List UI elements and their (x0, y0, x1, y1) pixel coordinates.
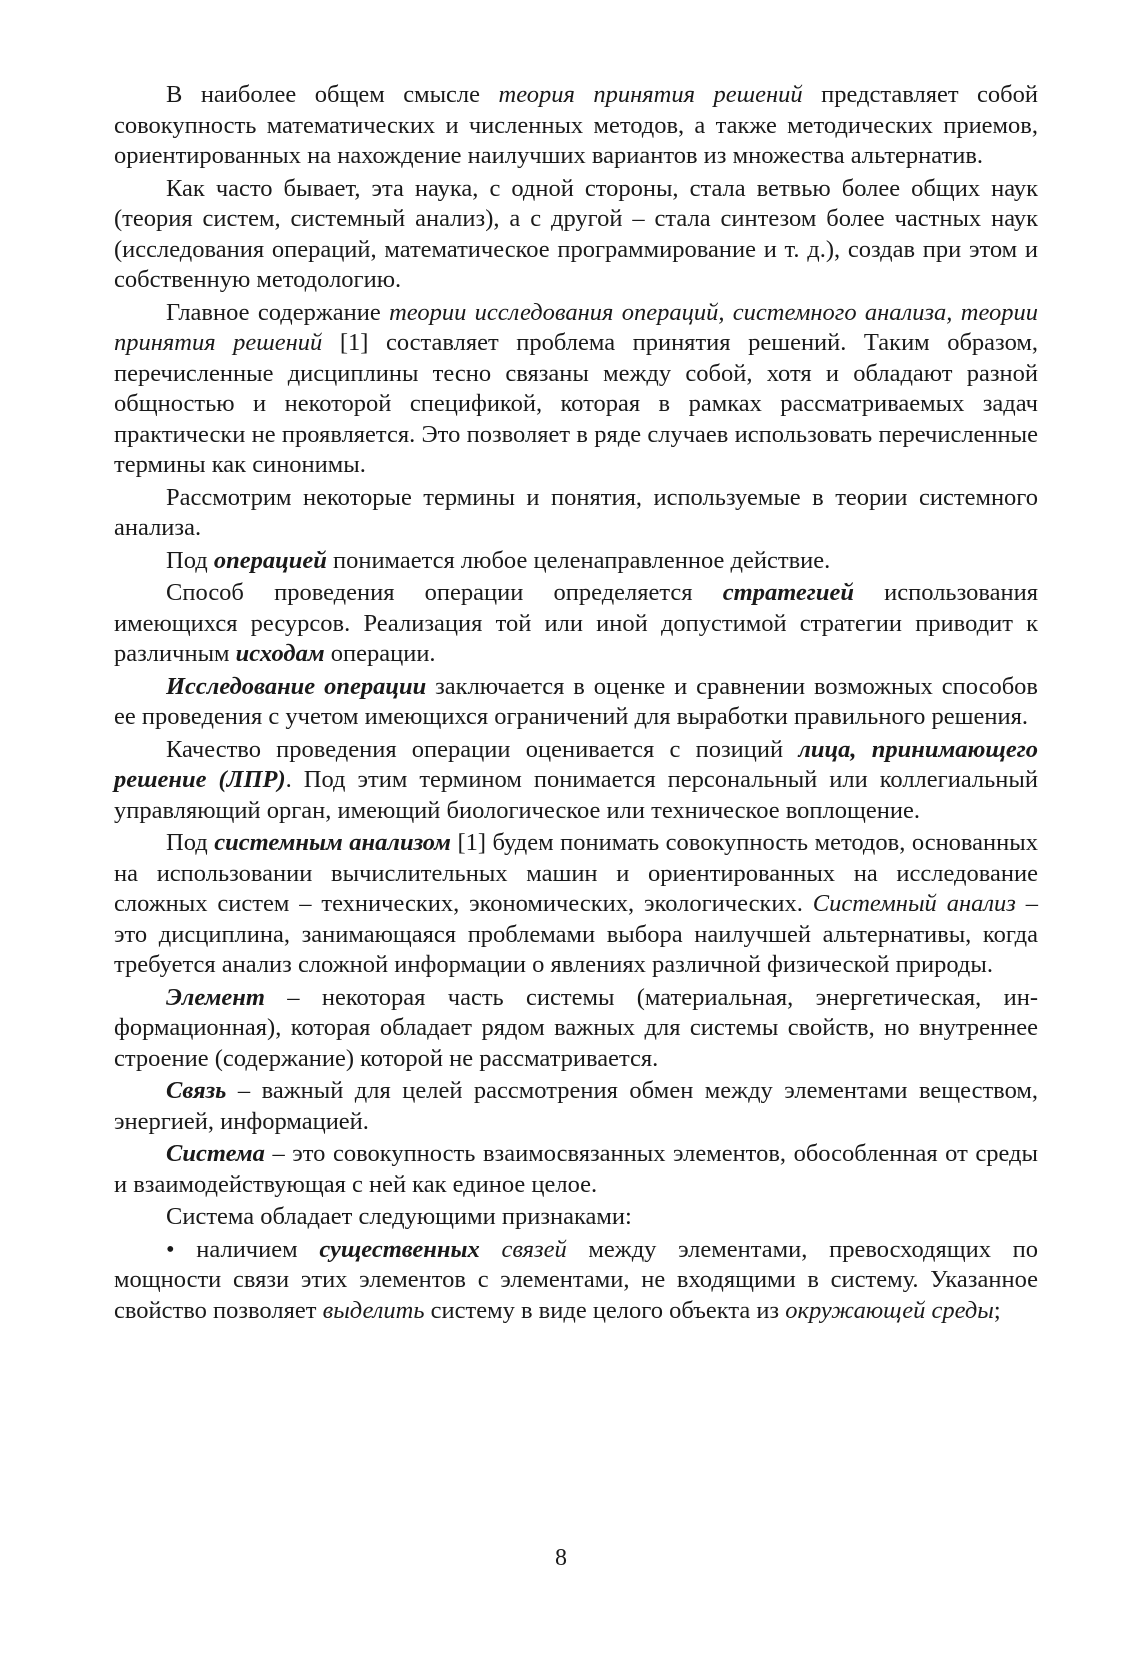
term-operations-research: Исследование операции (166, 672, 427, 700)
term-decision-maker: лица, принимающего решение (ЛПР) (114, 735, 1038, 793)
term-decision-theory: теория принятия решений (498, 81, 803, 108)
paragraph: Система обладает следующими признаками: (166, 1203, 632, 1230)
term-system-analysis: системным анализом (214, 829, 451, 856)
paragraph: Главное содержание теории исследования операций, системного анализа, теории принятия решений [1] составляет проблема принятия решений. Таким образом, перечисленные дисциплины тесно связаны между собой, хотя и обладают разной общностью и некоторой спецификой, которая в рамках рассматриваемых задач практически не проявляется. Это позволяет в ряде случаев использовать перечисленные термины как синонимы. (114, 298, 1038, 478)
term-links: связей (501, 1235, 567, 1263)
paragraph: Под операцией понимается любое целенаправленное действие. (166, 546, 831, 574)
term-essential: существенных (319, 1235, 480, 1263)
term-operation: операцией (213, 546, 327, 574)
term-element: Элемент (166, 983, 265, 1011)
term-environment: окружающей среды (785, 1296, 994, 1324)
paragraph: Способ проведения операции определяется стратегией использования имеющихся ресурсов. Реализация той или иной допустимой стратегии приводит к различным исходам операции. (114, 579, 1038, 667)
bullet-item: • наличием существенных связей между элементами, превосходящих по мощности связи этих элементов с элементами, не входящими в систему. Указанное свойство позволяет выделить систему в виде целого объекта из окружающей среды; (114, 1235, 1038, 1324)
term-system: Система (166, 1140, 265, 1167)
paragraph: Как часто бывает, эта наука, с одной стороны, стала ветвью более общих наук (теория систем, системный анализ), а с другой – стала синтезом более частных наук (исследования операций, математическое программирование и т. д.), создав при этом и собственную методологию. (114, 174, 1038, 293)
paragraph: Качество проведения операции оценивается с позиций лица, принимающего решение (ЛПР). Под этим термином понимается персональный или коллегиальный управляющий орган, имеющий биологическое или техническое воплощение. (114, 735, 1038, 824)
page-text (114, 80, 1038, 1640)
term-system-analysis-italic: Системный анализ (812, 890, 1016, 917)
paragraph: Исследование операции заключается в оценке и сравнении возможных способов ее проведения с учетом имеющихся ограничений для выработки правильного решения. (114, 672, 1039, 730)
term-link: Связь (166, 1077, 227, 1104)
term-outcomes: исходам (235, 640, 325, 667)
paragraph: Рассмотрим некоторые термины и понятия, используемые в теории системного анализа. (114, 483, 1038, 541)
paragraph: Элемент – некоторая часть системы (материальная, энергетическая, информационная), которая обладает рядом важных для системы свойств, но внутреннее строение (содержание) которой не рассматривается. (114, 983, 1038, 1072)
page-number: 8 (555, 1545, 567, 1571)
term-isolate: выделить (322, 1296, 425, 1324)
term-strategy: стратегией (722, 579, 854, 606)
paragraph: Под системным анализом [1] будем понимать совокупность методов, основанных на использовании вычислительных машин и ориентированных на исследование сложных систем – технических, экономических, экологических. Системный анализ – это дисциплина, занимающаяся проблемами выбора наилучшей альтернативы, когда требуется анализ сложной информации о явлениях различной физической природы. (114, 829, 1038, 978)
paragraph: Система – это совокупность взаимосвязанных элементов, обособленная от среды и взаимодействующая с ней как единое целое. (114, 1140, 1038, 1198)
paragraph: В наиболее общем смысле теория принятия решений представляет собой совокупность математических и численных методов, а также методических приемов, ориентированных на нахождение наилучших вариантов из множества альтернатив. (114, 81, 1039, 169)
term-theories: теории исследования операций, системного анализа, теории принятия решений (114, 298, 1038, 356)
paragraph: Связь – важный для целей рассмотрения обмен между элементами веществом, энергией, информацией. (114, 1077, 1038, 1135)
